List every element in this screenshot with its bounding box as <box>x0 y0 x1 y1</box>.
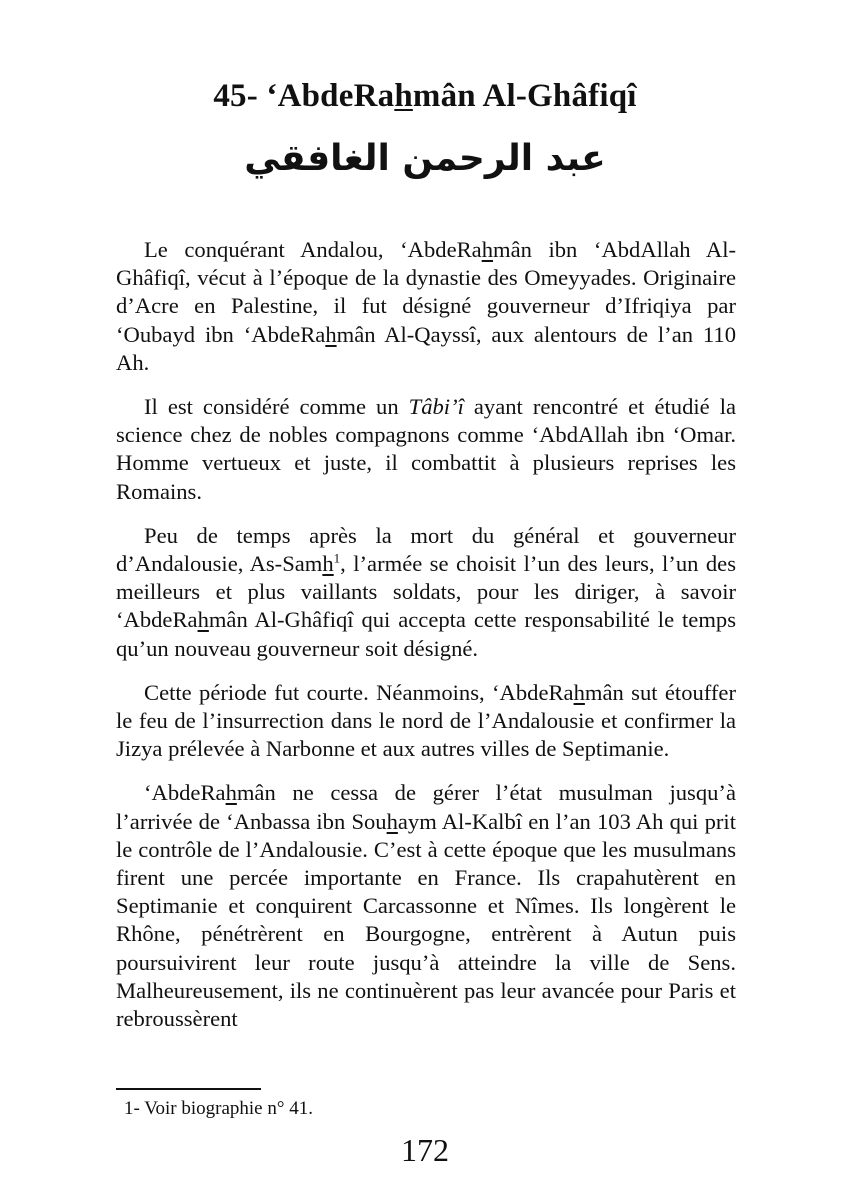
footnote: 1- Voir biographie n° 41. <box>124 1098 313 1119</box>
paragraph-text: mân ibn ‘AbdAllah Al-Ghâfiqî, vécut à l’époque de la dynastie des Omeyyades. Originaire d’Acre en Palestine, il fut désigné gouverneur d’Ifriqiya par ‘Oubayd ibn ‘AbdeRa <box>116 237 736 347</box>
paragraph-text: , l’armée se choisit l’un des leurs, l’un des meilleurs et plus vaillants soldats, pour les diriger, à savoir ‘AbdeRa <box>116 551 736 633</box>
page-number: 172 <box>401 1132 449 1168</box>
italic-term: Tâbi’î <box>408 394 464 420</box>
paragraph-text: Peu de temps après la mort du général et gouverneur d’Andalousie, As-Sam <box>116 522 736 577</box>
chapter-title-prefix: 45- ‘AbdeRa <box>213 78 395 114</box>
chapter-title-underlined-letter: h <box>394 78 413 114</box>
body-paragraph <box>116 236 736 377</box>
footnote-reference: 1 <box>333 550 341 566</box>
transliteration-underlined-letter: h <box>325 321 337 347</box>
body-paragraph <box>116 522 736 663</box>
transliteration-underlined-letter: h <box>322 551 334 577</box>
paragraph-text: aym Al-Kalbî en l’an 103 Ah qui prit le contrôle de l’Andalousie. C’est à cette époque que les musulmans firent une percée importante en France. Ils crapahutèrent en Septimanie et conquirent Carcassonne et Nîmes. Ils longèrent le Rhône, pénétrèrent en Bourgogne, entrèrent à Autun puis poursuivirent leur route jusqu’à atteindre la ville de Sens. Malheureusement, ils ne continuèrent pas leur avancée pour Paris et rebroussèrent <box>116 808 736 1032</box>
chapter-title <box>0 78 850 115</box>
paragraph-text: ‘AbdeRa <box>144 780 226 806</box>
transliteration-underlined-letter: h <box>225 780 237 806</box>
paragraph-text: Le conquérant Andalou, ‘AbdeRa <box>144 237 482 262</box>
paragraph-text: mân Al-Ghâfiqî qui accepta cette responsabilité le temps qu’un nouveau gouverneur soit désigné. <box>116 607 736 661</box>
arabic-title: عبد الرحمن الغافقي <box>244 138 606 179</box>
transliteration-underlined-letter: h <box>573 679 585 705</box>
body-paragraph <box>116 679 736 764</box>
transliteration-underlined-letter: h <box>197 607 209 633</box>
body-paragraph <box>116 779 736 1033</box>
body-text <box>116 236 736 1049</box>
paragraph-text: mân sut étouffer le feu de l’insurrection dans le nord de l’Andalousie et confirmer la Jizya prélevée à Narbonne et aux autres villes de Septimanie. <box>116 679 736 762</box>
paragraph-text: Cette période fut courte. Néanmoins, ‘AbdeRa <box>144 679 574 705</box>
paragraph-text: Il est considéré comme un <box>144 394 409 420</box>
paragraph-text: mân ne cessa de gérer l’état musulman jusqu’à l’arrivée de ‘Anbassa ibn Sou <box>116 780 736 834</box>
body-paragraph <box>116 393 736 506</box>
paragraph-text: ayant rencontré et étudié la science chez de nobles compagnons comme ‘AbdAllah ibn ‘Omar. Homme vertueux et juste, il combattit à plusieurs reprises les Romains. <box>116 394 736 504</box>
paragraph-text: mân Al-Qayssî, aux alentours de l’an 110 Ah. <box>116 321 736 375</box>
chapter-title-suffix: mân Al-Ghâfiqî <box>412 78 637 114</box>
transliteration-underlined-letter: h <box>386 808 398 834</box>
transliteration-underlined-letter: h <box>481 237 493 262</box>
footnote-divider <box>116 1088 261 1090</box>
